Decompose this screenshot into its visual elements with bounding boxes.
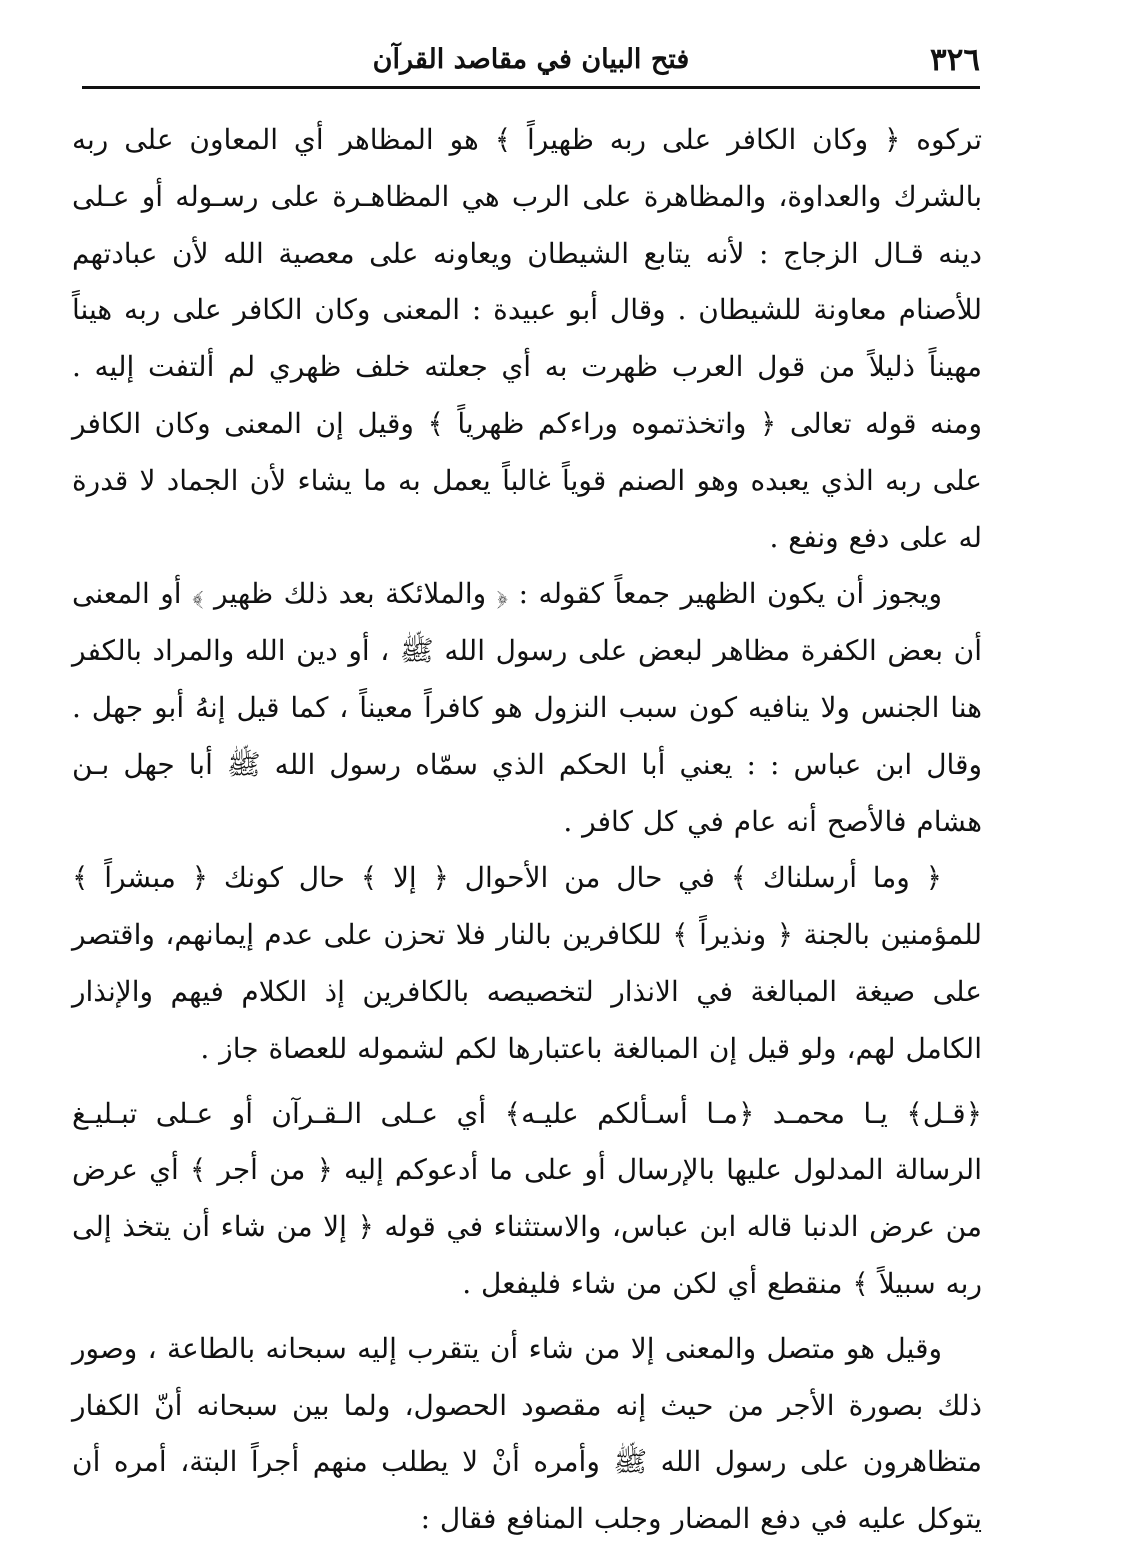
paragraph-5: وقيل هو متصل والمعنى إلا من شاء أن يتقرب إليه سبحانه بالطاعة ، وصور ذلك بصورة الأجر من حيث إنه مقصود الحصول، ولما بين سبحانه أنّ الكفار متظاهرون على رسول الله ﷺ وأمره أنْ لا يطلب منهم أجراً البتة، أمره أن يتوكل عليه في دفع المضار وجلب المنافع فقال :	[72, 1331, 982, 1536]
paragraph-4: ﴿قـل﴾ يـا محمـد ﴿مـا أسـألكم عليـه﴾ أي عـلى الـقـرآن أو عـلى تبـليـغ الرسالة المدلول عليها بالإرسال أو على ما أدعوكم إليه ﴿ من أجر ﴾ أي عرض من عرض الدنبا قاله ابن عباس، والاستثناء في قوله ﴿ إلا من شاء أن يتخذ إلى ربه سبيلاً ﴾ منقطع أي لكن من شاء فليفعل .	[72, 1096, 982, 1300]
paragraph-2: ويجوز أن يكون الظهير جمعاً كقوله : ﴿ والملائكة بعد ذلك ظهير ﴾ أو المعنى أن بعض الكفرة مظاهر لبعض على رسول الله ﷺ ، أو دين الله والمراد بالكفر هنا الجنس ولا ينافيه كون سبب النزول هو كافراً معيناً ، كما قيل إنهُ أبو جهل . وقال ابن عباس : : يعني أبا الحكم الذي سمّاه رسول الله ﷺ أبا جهل بـن هشام فالأصح أنه عام في كل كافر .	[72, 577, 982, 838]
page-number: ٣٢٦	[930, 42, 980, 78]
header-rule	[82, 86, 980, 89]
page-body	[72, 112, 982, 1548]
page-header	[82, 38, 980, 86]
paragraph-3: ﴿ وما أرسلناك ﴾ في حال من الأحوال ﴿ إلا ﴾ حال كونك ﴿ مبشراً ﴾ للمؤمنين بالجنة ﴿ ونذيراً ﴾ للكافرين بالنار فلا تحزن على عدم إيمانهم، واقتصر على صيغة المبالغة في الانذار لتخصيصه بالكافرين إذ الكلام فيهم والإنذار الكامل لهم، ولو قيل إن المبالغة باعتبارها لكم لشموله للعصاة جاز .	[72, 861, 982, 1065]
running-title: فتح البيان في مقاصد القرآن	[372, 44, 690, 75]
paragraph-1: تركوه ﴿ وكان الكافر على ربه ظهيراً ﴾ هو المظاهر أي المعاون على ربه بالشرك والعداوة، والمظاهرة على الرب هي المظاهـرة على رسـوله أو عـلى دينه قـال الزجاج : لأنه يتابع الشيطان ويعاونه على معصية الله لأن عبادتهم للأصنام معاونة للشيطان . وقال أبو عبيدة : المعنى وكان الكافر على ربه هيناً مهيناً ذليلاً من قول العرب ظهرت به أي جعلته خلف ظهري لم ألتفت إليه . ومنه قوله تعالى ﴿ واتخذتموه وراءكم ظهرياً ﴾ وقيل إن المعنى وكان الكافر على ربه الذي يعبده وهو الصنم قوياً غالباً يعمل به ما يشاء لأن الجماد لا قدرة له على دفع ونفع .	[72, 123, 982, 554]
